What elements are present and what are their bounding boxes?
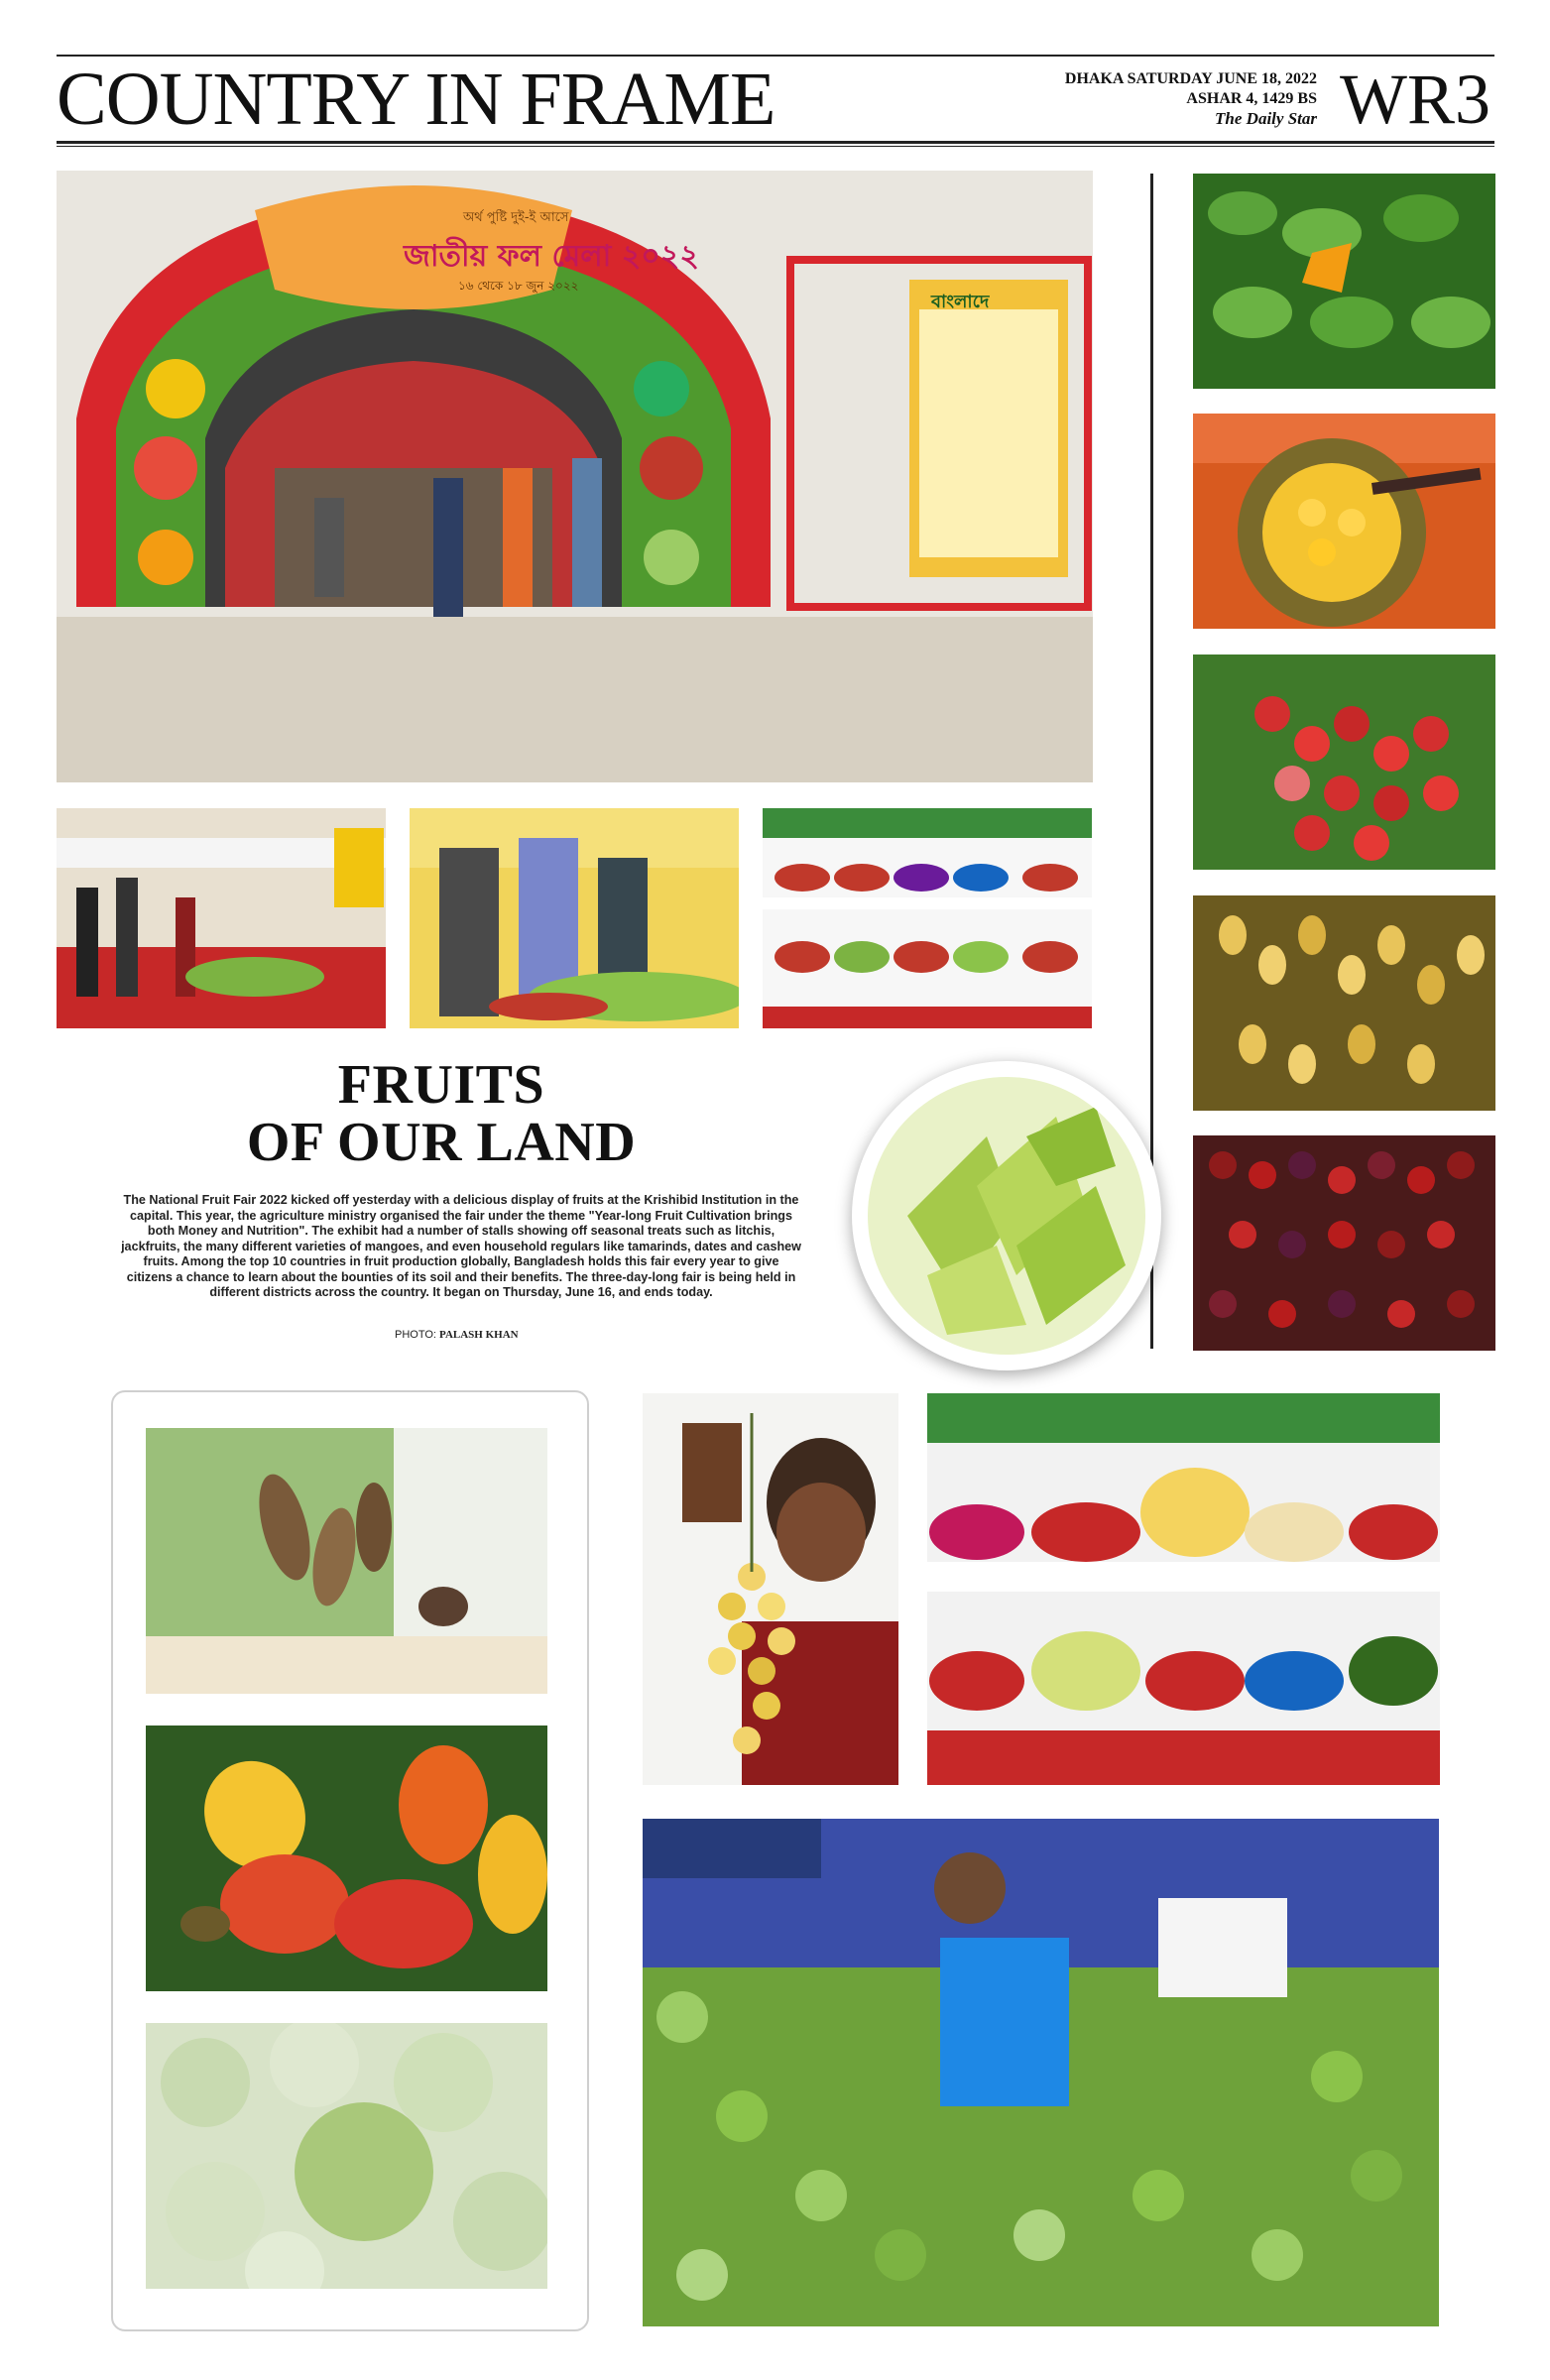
berries-photo xyxy=(1193,1135,1495,1351)
banner-dates: ১৬ থেকে ১৮ জুন ২০২২ xyxy=(458,279,579,293)
headline-line1: FRUITS xyxy=(337,1054,545,1116)
starfruit-photo xyxy=(868,1077,1145,1355)
dates-photo xyxy=(1193,895,1495,1111)
fair-entrance-photo xyxy=(57,171,1093,782)
credit-name: PALASH KHAN xyxy=(439,1329,519,1341)
display-shelf-photo xyxy=(927,1393,1440,1785)
fair-crowd-photo xyxy=(57,808,386,1028)
banner-subtitle: অর্থ পুষ্টি দুই-ই আসে xyxy=(463,210,569,225)
boy-holding-fruit-photo xyxy=(643,1393,898,1785)
masthead-logo: The Daily Star xyxy=(1215,109,1317,128)
section-title: COUNTRY IN FRAME xyxy=(57,58,775,141)
jackfruit-photo xyxy=(1193,414,1495,629)
header-rule-thin xyxy=(57,146,1494,147)
photo-credit xyxy=(395,1329,519,1341)
visitors-photo xyxy=(410,808,739,1028)
mango-vendor-photo xyxy=(643,1819,1439,2326)
green-mangoes-photo xyxy=(1193,174,1495,389)
tamarind-photo xyxy=(146,1428,547,1694)
article-headline xyxy=(218,1056,664,1171)
article-body: The National Fruit Fair 2022 kicked off yesterday with a delicious display of fruits at the Krishibid Institution in the capital. This year, the agriculture ministry organised the fair under the theme "Year-long Fruit Cultivation brings both Money and Nutrition". The exhibit had a number of stalls showing off seasonal treats such as litchis, jackfruits, the many different varieties of mangoes, and even household regulars like tamarinds, dates and cashew fruits. Among the top 10 countries in fruit production globally, Bangladesh holds this fair every year to give citizens a chance to learn about the bounties of its soil and their benefits. The three-day-long fair is being held in different districts across the country. It began on Thursday, June 16, and ends today. xyxy=(121,1193,801,1299)
bangla-date: ASHAR 4, 1429 BS xyxy=(1186,90,1317,107)
starfruit-circle xyxy=(852,1061,1161,1370)
headline-line2: OF OUR LAND xyxy=(246,1112,637,1173)
litchi-photo xyxy=(1193,654,1495,870)
dateline xyxy=(1065,69,1317,129)
cashew-fruit-photo xyxy=(146,1726,547,1991)
date-line: DHAKA SATURDAY JUNE 18, 2022 xyxy=(1064,70,1317,87)
header-rule xyxy=(57,141,1494,144)
stall-sign: বাংলাদে xyxy=(931,292,990,312)
page-number: WR3 xyxy=(1340,60,1490,139)
wax-apple-photo xyxy=(146,2023,547,2289)
credit-label: PHOTO: xyxy=(395,1329,436,1341)
top-rule xyxy=(57,55,1494,57)
banner-title: জাতীয় ফল মেলা ২০২২ xyxy=(404,239,699,274)
fruit-baskets-photo xyxy=(763,808,1092,1028)
